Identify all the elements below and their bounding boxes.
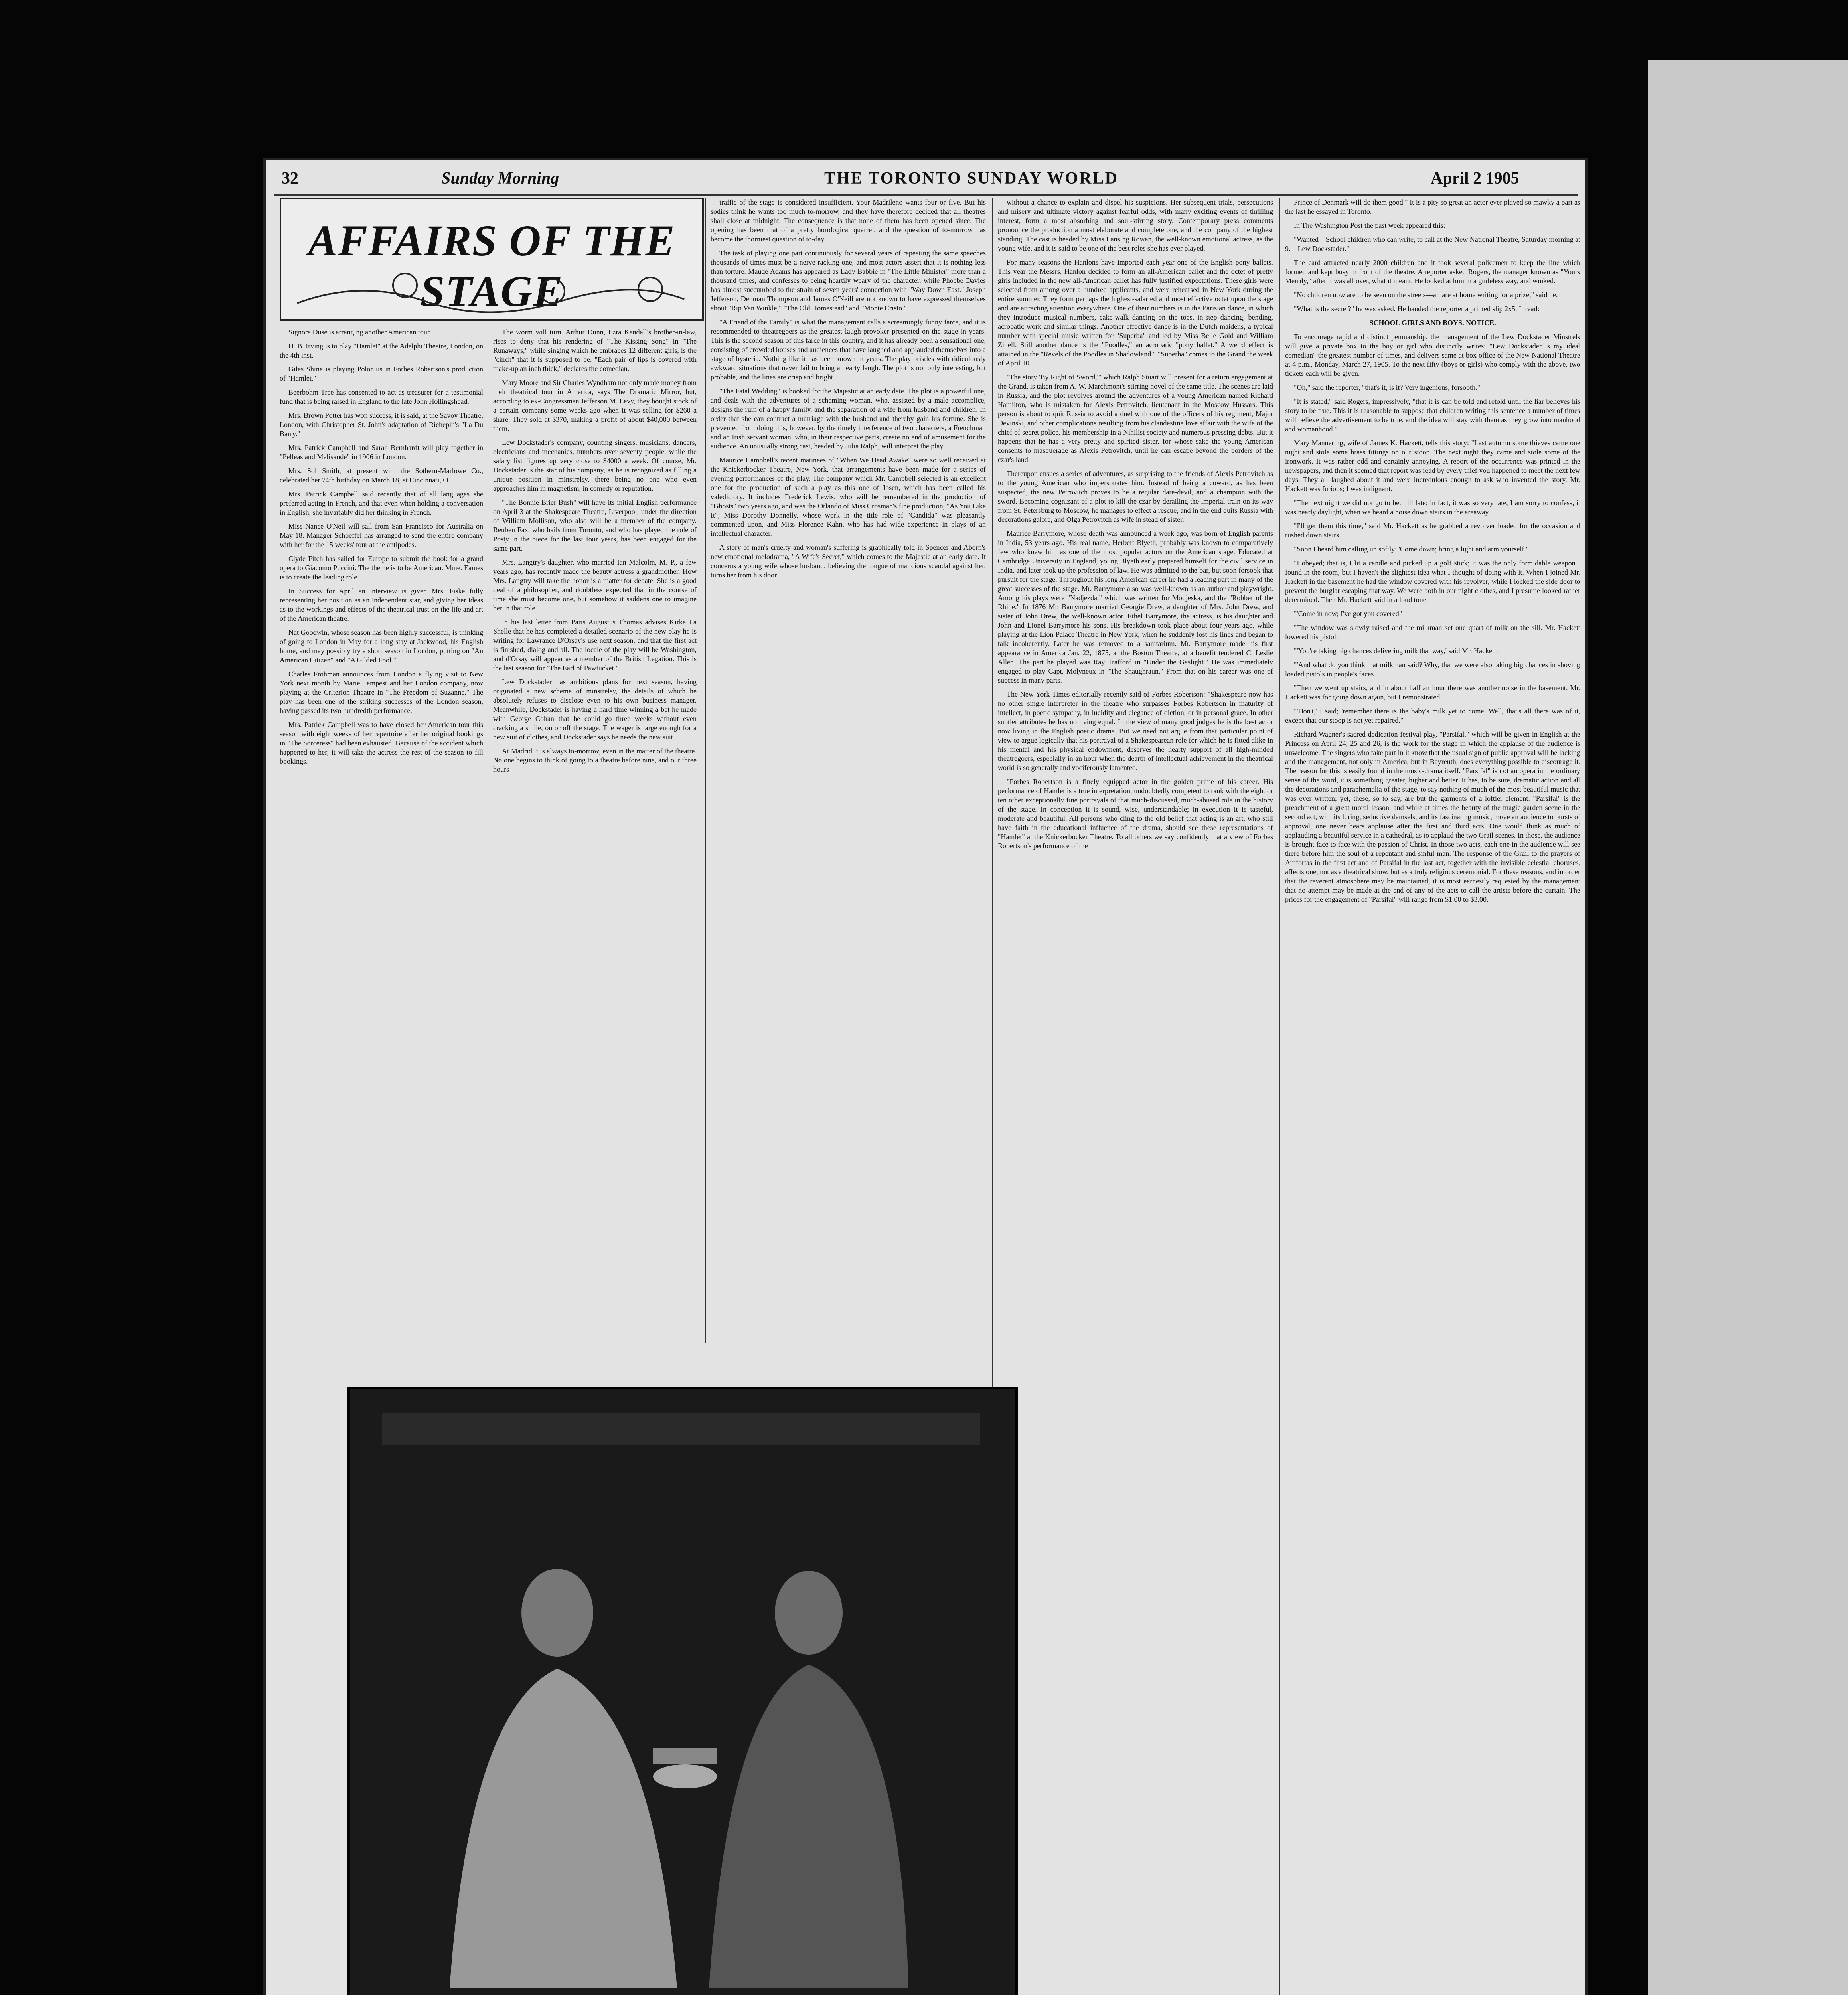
stage-photograph [347, 1387, 1018, 1995]
article-paragraph: To encourage rapid and distinct penmanship, the management of the Lew Dockstader Minstrels will give a private box to the boy or girl who distinctly writes: "Lew Dockstader is my ideal comedian" the greatest number of times, and delivers same at box office of the New National Theatre at 4 p.m., Monday, March 27, 1905. To the next fifty (boys or girls) who comply with the above, two tickets each will be given. [1285, 333, 1580, 377]
article-paragraph: Clyde Fitch has sailed for Europe to submit the book for a grand opera to Giacomo Puccini. The theme is to be American. Mme. Eames is to create the leading role. [280, 555, 483, 581]
page-header [274, 164, 1578, 196]
column-3 [711, 198, 986, 1347]
article-paragraph: "What is the secret?" he was asked. He handed the reporter a printed slip 2x5. It read: [1294, 305, 1540, 313]
column-4-text [998, 198, 1273, 851]
article-paragraph: Signora Duse is arranging another American tour. [288, 328, 431, 336]
article-paragraph: Beerbohm Tree has consented to act as treasurer for a testimonial fund that is being raised in England to the late John Hollingshead. [280, 388, 483, 405]
article-paragraph: "I'll get them this time," said Mr. Hackett as he grabbed a revolver loaded for the occasion and rushed down stairs. [1285, 522, 1580, 539]
article-paragraph: For many seasons the Hanlons have imported each year one of the English pony ballets. This year the Messrs. Hanlon decided to form an all-American ballet and the octet of pretty girls included in the new all-American ballet has fully justified expectations. These girls were selected from among over a hundred applicants, and were rehearsed in New York during the entire summer. They form perhaps the highest-salaried and most effective octet upon the stage and are attracting attention everywhere. One of their numbers is in the Parisian dance, in which they introduce musical numbers, cake-walk dancing on the toes, in-step dancing, bending, acrobatic work and similar things. Another effective dance is in the Dutch maidens, a typical number with special music written for "Superba" and led by Miss Belle Gold and William Zinell. Still another dance is the "Poodles," an acrobatic "pony ballet." A weird effect is attained in the "Revels of the Poodles in Shadowland." "Superba" comes to the Grand the week of April 10. [998, 258, 1273, 367]
article-paragraph: The New York Times editorially recently said of Forbes Robertson: "Shakespeare now has no other single interpreter in the theatre who surpasses Forbes Robertson in maturity of intellect, in poetic sympathy, in lucidity and elegance of diction, or in personal grace. In other subtler attributes he has no living equal. In the view of many good judges he is the best actor now living in the English poetic drama. But we need not argue from that particular point of view to argue logically that his portrayal of a Shakespearean role for which he is fitted alike in his mental and his physical endowment, deserves the hearty support of all high-minded theatregoers, especially in an hour when the dearth of intellectual achievement in the theatrical world is so generally and vociferously lamented. [998, 690, 1273, 772]
article-paragraph: Lew Dockstader's company, counting singers, musicians, dancers, electricians and mechanics, numbers over seventy people, while the salary list figures up very close to $4000 a week. Of course, Mr. Dockstader is the star of his company, as he is recognized as filling a unique position in minstrelsy, there being no one who even approaches him in magnetism, in comedy or reputation. [493, 439, 697, 492]
column-4 [998, 198, 1273, 1995]
column-5-text [1285, 198, 1580, 904]
column-2-text [493, 328, 697, 774]
article-paragraph: Lew Dockstader has ambitious plans for next season, having originated a new scheme of minstrelsy, the details of which he absolutely refuses to disclose even to his own business manager. Meanwhile, Dockstader is having a hard time winning a bet he made with George Cohan that he could go three weeks without even cracking a smile, on or off the stage. The wager is large enough for a new suit of clothes, and Dockstader says he needs the new suit. [493, 678, 697, 741]
article-paragraph: "'And what do you think that milkman said? Why, that we were also taking big chances in shoving loaded pistols in people's faces. [1285, 661, 1580, 678]
article-paragraph: Nat Goodwin, whose season has been highly successful, is thinking of going to London in May for a long stay at Jackwood, his English home, and may possibly try a short season in London, putting on "An American Citizen" and "A Gilded Fool." [280, 628, 483, 664]
article-paragraph: "Forbes Robertson is a finely equipped actor in the golden prime of his career. His performance of Hamlet is a true interpretation, undoubtedly competent to rank with the eight or ten other exceptionally fine portrayals of that much-discussed, much-abused role in the history of the stage. In conception it is sound, wise, understandable; in execution it is tasteful, moderate and beautiful. All persons who cling to the old belief that acting is an art, who still have faith in the educational influence of the drama, should see these representations of "Hamlet" at the Knickerbocker Theatre. To all others we say confidently that a view of Forbes Robertson's performance of the [998, 778, 1273, 850]
article-paragraph: Mrs. Patrick Campbell said recently that of all languages she preferred acting in French, and that even when holding a conversation in English, she invariably did her thinking in French. [280, 490, 483, 516]
article-paragraph: Maurice Campbell's recent matinees of "When We Dead Awake" were so well received at the Knickerbocker Theatre, New York, that arrangements have been made for a series of evening performances of the play. The company which Mr. Campbell selected is an excellent one for the production of such a play as this one of Ibsen, which has been called his valedictory. It includes Frederick Lewis, who will be remembered in the production of "Ghosts" two years ago, and was the Orlando of Miss Crosman's fine production, "As You Like It"; Miss Dorothy Donnelly, whose work in the title role of "Candida" was pleasantly commented upon, and Miss Florence Kahn, who has had wide experience in plays of an intellectual character. [711, 456, 986, 537]
section-name: Sunday Morning [441, 169, 559, 188]
masthead-logo [280, 198, 704, 321]
article-paragraph: In The Washington Post the past week appeared this: [1294, 221, 1445, 229]
article-paragraph: without a chance to explain and dispel his suspicions. Her subsequent trials, persecutions and misery and ultimate victory against fearful odds, with many exciting events of thrilling interest, form a most absorbing and soul-stirring story. Contemporary press comments pronounce the production a most elaborate and complete one, and the company of the highest standing. The cast is headed by Miss Lansing Rowan, the well-known emotional actress, as the young wife, and it is said to be one of the best roles she has ever played. [998, 198, 1273, 252]
article-paragraph: "Oh," said the reporter, "that's it, is it? Very ingenious, forsooth." [1294, 383, 1481, 391]
article-paragraph: The task of playing one part continuously for several years of repeating the same speeches thousands of times must be a nerve-racking one, and most actors assert that it is nothing less than torture. Maude Adams has appeared as Lady Babbie in "The Little Minister" more than a thousand times, and confesses to being heartily weary of the character, while Phoebe Davies has almost succumbed to the strain of seven years' connection with "Way Down East." Joseph Jefferson, Denman Thompson and James O'Neill are not known to have expressed themselves about "Rip Van Winkle," "The Old Homestead" and "Monte Cristo." [711, 249, 986, 312]
logo-ornament-icon [281, 200, 699, 316]
article-paragraph: At Madrid it is always to-morrow, even in the matter of the theatre. No one begins to think of going to a theatre before nine, and our three hours [493, 747, 697, 773]
article-paragraph: Mary Mannering, wife of James K. Hackett, tells this story: "Last autumn some thieves came one night and stole some brass fittings on our stoop. The next night they came and stole some of the ironwork. It was rather odd and certainly annoying. A report of the occurrence was printed in the newspapers, and then it seemed that report was read by every thief you happened to meet the next few days. They all laughed about it and were incredulous enough to ask who invented the story. Mr. Hackett was furious; I was indignant. [1285, 439, 1580, 493]
article-paragraph: Prince of Denmark will do them good." It is a pity so great an actor ever played so mawky a part as the last he essayed in Toronto. [1285, 198, 1580, 215]
column-3-text [711, 198, 986, 580]
article-paragraph: "Soon I heard him calling up softly: 'Come down; bring a light and arm yourself.' [1294, 545, 1528, 553]
article-paragraph: Mrs. Patrick Campbell and Sarah Bernhardt will play together in "Pelleas and Melisande" in 1906 in London. [280, 444, 483, 461]
article-paragraph: Mrs. Sol Smith, at present with the Sothern-Marlowe Co., celebrated her 74th birthday on March 18, at Cincinnati, O. [280, 467, 483, 484]
newspaper-page [263, 158, 1588, 1995]
column-rule [705, 198, 706, 1343]
article-paragraph: Mrs. Brown Potter has won success, it is said, at the Savoy Theatre, London, with Christopher St. John's adaptation of Richepin's "La Du Barry." [280, 411, 483, 438]
article-paragraph: "The Fatal Wedding" is booked for the Majestic at an early date. The plot is a powerful one, and deals with the adventures of a scheming woman, who, assisted by a male accomplice, designs the ruin of a happy family, and the separation of a wife from husband and children. In order that she can contract a marriage with the husband and thereby gain his fortune. She is prevented from doing this, however, by the timely interference of two characters, a Frenchman and an Irish servant woman, who, in their respective parts, create no end of amusement for the audience. An unusually strong cast, headed by Julia Ralph, will interpret the play. [711, 387, 986, 450]
article-paragraph: Thereupon ensues a series of adventures, as surprising to the friends of Alexis Petrovitch as to the young American who impersonates him. Instead of being a coward, as has been suspected, the new Petrovitch proves to be a regular dare-devil, and a champion with the sword. Becoming cognizant of a plot to kill the czar by derailing the imperial train on its way from St. Petersburg to Moscow, he manages to effect a rescue, and in the end quits Russia with decorations galore, and Olga Petrovitch as wife in stead of sister. [998, 470, 1273, 523]
article-paragraph: "No children now are to be seen on the streets—all are at home writing for a prize," said he. [1294, 291, 1558, 299]
column-1-text [280, 328, 483, 766]
article-paragraph: H. B. Irving is to play "Hamlet" at the Adelphi Theatre, London, on the 4th inst. [280, 342, 483, 359]
column-5 [1285, 198, 1580, 1995]
issue-date: April 2 1905 [1431, 169, 1519, 188]
article-paragraph: The card attracted nearly 2000 children and it took several policemen to keep the line which formed and kept busy in front of the theatre. A reporter asked Rogers, the manager known as "Yours Merrily," after it was all over, what it meant. He looked at him in a guileless way, and winked. [1285, 259, 1580, 285]
article-paragraph: Giles Shine is playing Polonius in Forbes Robertson's production of "Hamlet." [280, 365, 483, 382]
logo-title: AFFAIRS OF THE STAGE [308, 216, 675, 316]
article-paragraph: In Success for April an interview is given Mrs. Fiske fully representing her position as an independent star, and giving her ideas as to the workings and effects of the theatrical trust on the life and art of the American theatre. [280, 587, 483, 622]
article-paragraph: "Wanted—School children who can write, to call at the New National Theatre, Saturday morning at 9.—Lew Dockstader." [1285, 235, 1580, 253]
article-paragraph: "I obeyed; that is, I lit a candle and picked up a golf stick; it was the only formidable weapon I found in the room, but I haven't the slightest idea what I thought of doing with it. When I joined Mr. Hackett in the basement he had the window covered with his revolver, while I locked the side door to prevent the burglar escaping that way. We were both in our night clothes, and I presume looked rather determined. Then Mr. Hackett said in a loud tone: [1285, 559, 1580, 604]
article-paragraph: Maurice Barrymore, whose death was announced a week ago, was born of English parents in India, 53 years ago. His real name, Herbert Blyeth, probably was known to comparatively few who knew him as one of the most popular actors on the American stage. Educated at Cambridge University in England, young Blyeth early prepared himself for the civil service in India, and later took up the profession of law. He was admitted to the bar, but soon forsook that pursuit for the stage. Throughout his long American career he had a leading part in many of the great successes of the stage. Mr. Barrymore also was well-known as an author and playwright. Among his plays were "Nadjezda," which was written for Modjeska, and the "Robber of the Rhine." In 1876 Mr. Barrymore married Georgie Drew, a daughter of Mrs. John Drew, and sister of John Drew, the well-known actor. Ethel Barrymore, the actress, is his daughter and John and Lionel Barrymore his sons. His breakdown took place about four years ago, while playing at the Lion Palace Theatre in New York, when he suddenly lost his lines and began to talk incoherently. Later he was removed to a sanitarium. Mr. Barrymore made his first appearance in America Jan. 22, 1875, at the Boston Theatre, at a benefit tendered C. Leslie Allen. The part he played was Ray Trafford in "Under the Gaslight." He was immediately engaged to play Capt. Molyneux in "The Shaughraun." From that on his career was one of success in many parts. [998, 529, 1273, 684]
article-paragraph: "The Bonnie Brier Bush" will have its initial English performance on April 3 at the Shakespeare Theatre, Liverpool, under the direction of William Mollison, who also will be a member of the company. Reuben Fax, who hails from Toronto, and who has played the role of Posty in the piece for the last four years, has been engaged for the same part. [493, 498, 697, 552]
article-paragraph: Miss Nance O'Neil will sail from San Francisco for Australia on May 18. Manager Schoeffel has arranged to send the entire company with her for the 15 weeks' tour at the antipodes. [280, 522, 483, 549]
newspaper-name: THE TORONTO SUNDAY WORLD [824, 169, 1118, 188]
article-paragraph: "A Friend of the Family" is what the management calls a screamingly funny farce, and it is recommended to theatregoers as the greatest laugh-provoker presented on the stage in years. This is the second season of this farce in this country, and it has already been a sensational one, consisting of crowded houses and audiences that have laughed and applauded themselves into a stage of hysteria. Nothing like it has been known in years. The play bristles with ridiculously awkward situations that never fail to bring a hearty laugh. The plot is not only interesting, but probable, and the lines are crisp and bright. [711, 318, 986, 381]
article-paragraph: "The window was slowly raised and the milkman set one quart of milk on the sill. Mr. Hackett lowered his pistol. [1285, 624, 1580, 641]
article-paragraph: "'You're taking big chances delivering milk that way,' said Mr. Hackett. [1294, 647, 1498, 655]
article-paragraph: Mrs. Langtry's daughter, who married Ian Malcolm, M. P., a few years ago, has recently made the beauty actress a grandmother. How Mrs. Langtry will take the honor is a matter for debate. She is a good deal of a philosopher, and doubtless expected that in the course of time she must become one, but somehow it saddens one to imagine her in that role. [493, 558, 697, 612]
article-paragraph: "Then we went up stairs, and in about half an hour there was another noise in the basement. Mr. Hackett was for going down again, but I remonstrated. [1285, 684, 1580, 701]
article-paragraph: SCHOOL GIRLS AND BOYS. NOTICE. [1369, 319, 1496, 327]
column-1-2 [280, 328, 697, 1349]
article-paragraph: "The story 'By Right of Sword,'" which Ralph Stuart will present for a return engagement at the Grand, is taken from A. W. Marchmont's stirring novel of the same title. The scenes are laid in Russia, and the plot revolves around the adventures of a young American named Richard Hamilton, who is mistaken for Alexis Petrovitch, lieutenant in the Moscow Hussars. This person is about to quit Russia to avoid a duel with one of the officers of his regiment, Major Devinski, and other complications resulting from his clandestine love affair with the wife of the chief of secret police, his membership in a Nihilist society and numerous pressing debts. But it happens that he has a very pretty and spirited sister, for whose sake the young American consents to masquerade as Alexis Petrovitch, until he can escape beyond the borders of the czar's land. [998, 373, 1273, 464]
article-paragraph: "It is stated," said Rogers, impressively, "that it is can be told and retold until the liar believes his story to be true. This it is reasonable to suppose that children writing this sentence a number of times will believe the advertisement to be true, and the idea will stay with them as they grow into manhood and womanhood." [1285, 397, 1580, 433]
page-number: 32 [282, 169, 298, 188]
article-paragraph: "'Come in now; I've got you covered.' [1294, 610, 1402, 618]
article-paragraph: A story of man's cruelty and woman's suffering is graphically told in Spencer and Aborn's new emotional melodrama, "A Wife's Secret," which comes to the Majestic at an early date. It concerns a young wife whose husband, believing the tongue of malicious scandal against her, turns her from his door [711, 543, 986, 579]
article-paragraph: traffic of the stage is considered insufficient. Your Madrileno wants four or five. But his sodies think he wants too much to-morrow, and they have therefore decided that all theatres shall close at midnight. The consequence is that none of them has been opened since. The opening has been that of a pretty horological quarrel, and the question of to-morrow has become the thorniest question of to-day. [711, 198, 986, 243]
article-paragraph: Mrs. Patrick Campbell was to have closed her American tour this season with eight weeks of her repertoire after her original bookings in "The Sorceress" had been exhausted. Because of the accident which happened to her, it will take the actress the rest of the season to fill bookings. [280, 721, 483, 765]
article-paragraph: "The next night we did not go to bed till late; in fact, it was so very late, I am sorry to confess, it was nearly daylight, when we heard a noise down stairs in the areaway. [1285, 499, 1580, 516]
column-rule [1279, 198, 1280, 1995]
article-paragraph: In his last letter from Paris Augustus Thomas advises Kirke La Shelle that he has completed a detailed scenario of the new play he is writing for Lawrance D'Orsay's use next season, and that the first act is finished, dialog and all. The locale of the play will be Washington, and d'Orsay will appear as a member of the British Legation. This is the last season for "The Earl of Pawtucket." [493, 618, 697, 672]
article-paragraph: Richard Wagner's sacred dedication festival play, "Parsifal," which will be given in English at the Princess on April 24, 25 and 26, is the work for the stage in which the applause of the audience is unwelcome. The singers who take part in it know that the usual sign of public approval will be lacking and the management, not only in America, but in Bayreuth, does everything possible to discourage it. The reason for this is easily found in the music-drama itself. "Parsifal" is not an opera in the ordinary sense of the word, it is something greater, higher and better. It has, to be sure, dramatic action and all the decorations and paraphernalia of the stage, to say nothing of much of the most beautiful music that was ever written; yet, these, so to say, are but the garments of a loftier element. "Parsifal" is the preachment of a great moral lesson, and while at times the beauty of the magic garden scene in the second act, with its luring, seductive damsels, and its fascinating music, move an audience to bursts of approval, one never hears applause after the first and third acts. One would think as much of applauding a beautiful service in a cathedral, as to applaud the two Grail scenes. In those, the audience is brought face to face with the passion of Christ. In those two acts, each one in the audience will see there before him the soul of a repentant and sinful man. The response of the Grail to the prayers of Amfortas in the first act and of Parsifal in the last act, together with the invisible celestial choruses, affects one, not as a theatrical show, but as a truly religious ceremonial. For these reasons, and in order that the reverent atmosphere may be maintained, it is most earnestly requested by the management that no attempt may be made at the end of any of the acts to call the artists before the curtain. The prices for the engagement of "Parsifal" will range from $1.00 to $3.00. [1285, 730, 1580, 903]
adjacent-page-edge [1648, 60, 1848, 1995]
article-paragraph: Mary Moore and Sir Charles Wyndham not only made money from their theatrical tour in America, says The Dramatic Mirror, but, according to ex-Congressman Jefferson M. Levy, they bought stock of a certain company some weeks ago when it was selling for $260 a share. They sold at $370, making a profit of about $40,000 between them. [493, 379, 697, 433]
article-paragraph: "'Don't,' I said; 'remember there is the baby's milk yet to come. Well, that's all there was of it, except that our stoop is not yet repaired." [1285, 707, 1580, 724]
photo-image-icon [350, 1389, 1015, 1995]
article-paragraph: Charles Frohman announces from London a flying visit to New York next month by Marie Tempest and her London company, now playing at the Criterion Theatre in "The Freedom of Suzanne." The play has been one of the striking successes of the London season, having passed its two hundredth performance. [280, 670, 483, 715]
article-paragraph: The worm will turn. Arthur Dunn, Ezra Kendall's brother-in-law, rises to deny that his rendering of "The Kissing Song" in "The Runaways," while singing which he embraces 12 different girls, is the "cinch" that it is supposed to be. "Each pair of lips is covered with make-up an inch thick," declares the comedian. [493, 328, 697, 373]
